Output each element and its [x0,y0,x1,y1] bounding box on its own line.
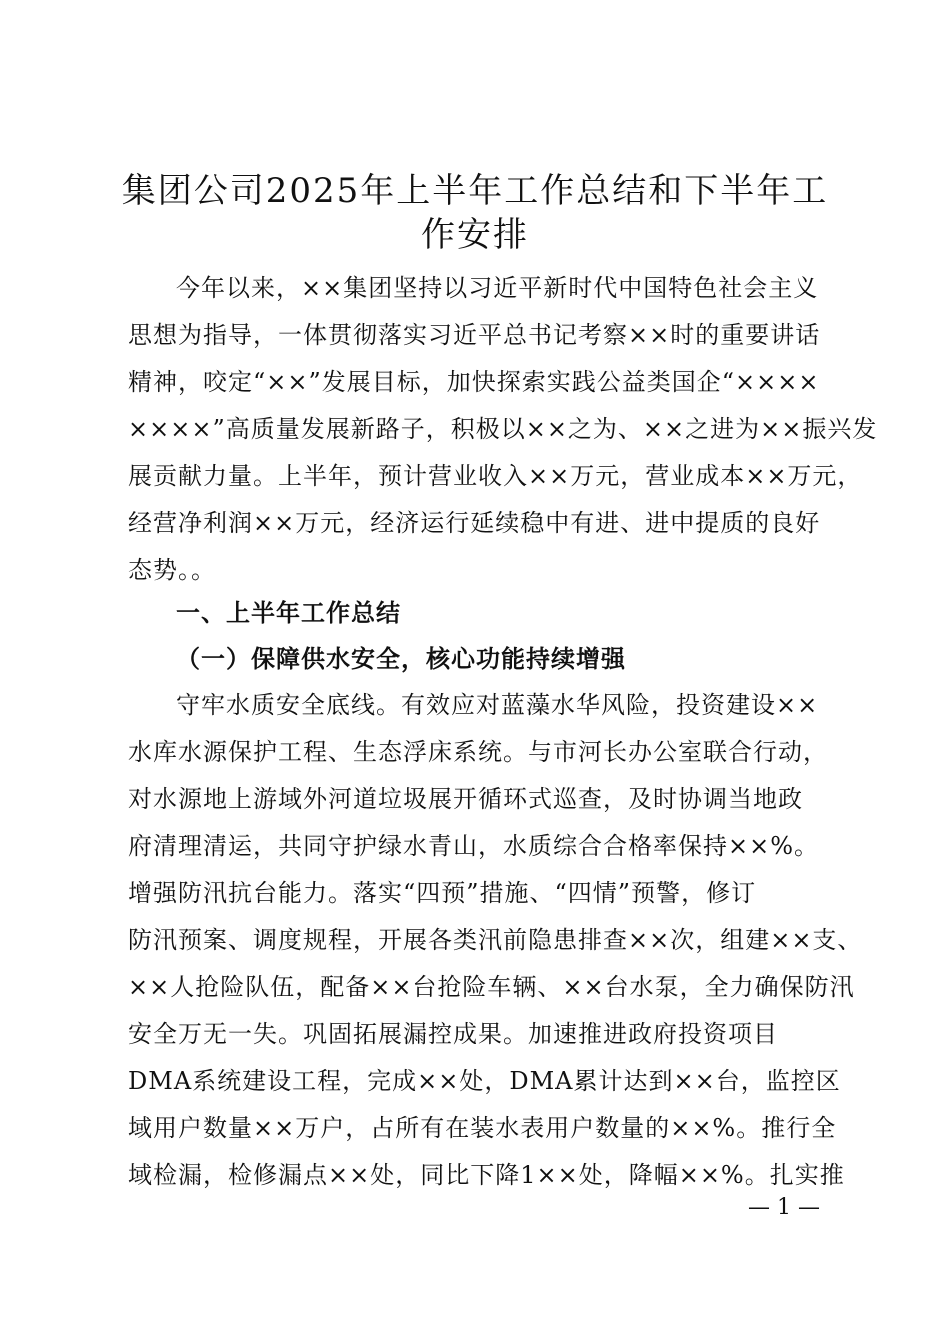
paragraph-line: 经营净利润××万元，经济运行延续稳中有进、进中提质的良好 [128,509,821,537]
document-title-line-2: 作安排 [421,215,529,255]
document-title-line-1: 集团公司2025年上半年工作总结和下半年工 [121,171,829,211]
subsection-heading: （一）保障供水安全，核心功能持续增强 [176,644,626,673]
paragraph-line: 对水源地上游域外河道垃圾展开循环式巡查，及时协调当地政 [128,785,803,813]
paragraph-line: ××××”高质量发展新路子，积极以××之为、××之进为××振兴发 [128,415,878,443]
paragraph-line: 思想为指导，一体贯彻落实习近平总书记考察××时的重要讲话 [128,321,821,349]
paragraph-line: 态势。。 [128,556,216,584]
paragraph-line: ××人抢险队伍，配备××台抢险车辆、××台水泵，全力确保防汛 [128,973,855,1001]
paragraph-line: 精神，咬定“××”发展目标，加快探索实践公益类国企“×××× [128,368,820,396]
paragraph-line: 安全万无一失。巩固拓展漏控成果。加速推进政府投资项目 [128,1020,778,1048]
paragraph-line: 府清理清运，共同守护绿水青山，水质综合合格率保持××%。 [128,832,820,860]
paragraph-line: 域检漏，检修漏点××处，同比下降1××处，降幅××%。扎实推 [128,1161,845,1189]
paragraph-line: 防汛预案、调度规程，开展各类汛前隐患排查××次，组建××支、 [128,926,863,954]
paragraph-line: DMA系统建设工程，完成××处，DMA累计达到××台，监控区 [128,1067,841,1095]
paragraph-line: 域用户数量××万户，占所有在装水表用户数量的××%。推行全 [128,1114,837,1142]
paragraph-line: 展贡献力量。上半年，预计营业收入××万元，营业成本××万元， [128,462,863,490]
paragraph-line: 增强防汛抗台能力。落实“四预”措施、“四情”预警，修订 [128,879,757,907]
page-number: — 1 — [748,1195,820,1220]
paragraph-line: 守牢水质安全底线。有效应对蓝藻水华风险，投资建设×× [176,691,819,719]
paragraph-line: 水库水源保护工程、生态浮床系统。与市河长办公室联合行动， [128,738,828,766]
paragraph-line: 今年以来，××集团坚持以习近平新时代中国特色社会主义 [176,274,819,302]
section-heading: 一、上半年工作总结 [176,599,401,627]
